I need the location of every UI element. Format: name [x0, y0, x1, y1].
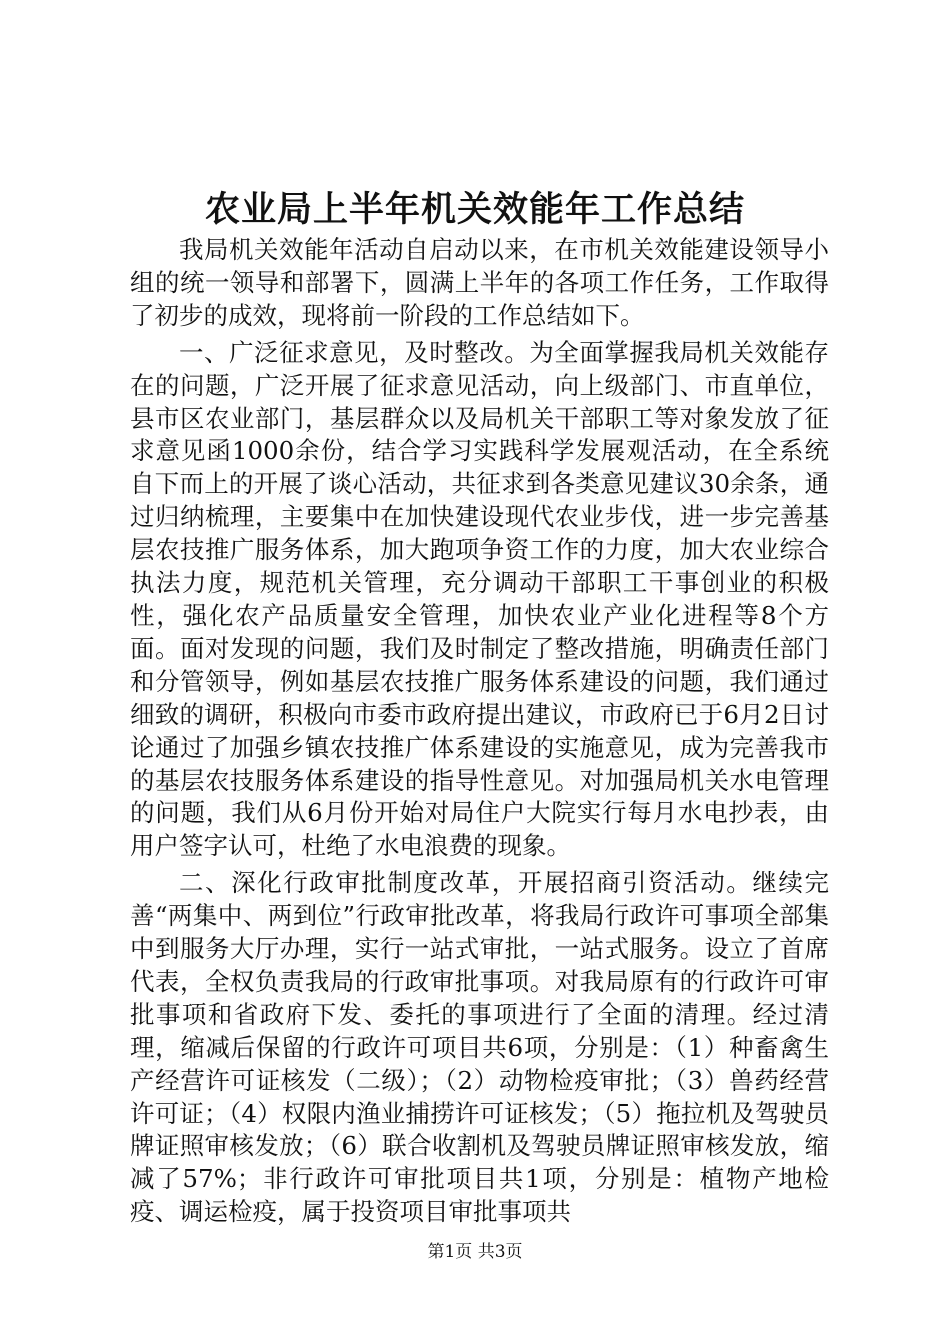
- paragraph-section-two: 二、深化行政审批制度改革，开展招商引资活动。继续完善“两集中、两到位”行政审批改革，将我局行政许可事项全部集中到服务大厅办理，实行一站式审批，一站式服务。设立了首席代表，全权负责我局的行政审批事项。对我局原有的行政许可审批事项和省政府下发、委托的事项进行了全面的清理。经过清理，缩减后保留的行政许可项目共6项，分别是：（1）种畜禽生产经营许可证核发（二级）；（2）动物检疫审批；（3）兽药经营许可证；（4）权限内渔业捕捞许可证核发；（5）拖拉机及驾驶员牌证照审核发放；（6）联合收割机及驾驶员牌证照审核发放，缩减了57%；非行政许可审批项目共1项，分别是：植物产地检疫、调运检疫，属于投资项目审批事项共: [130, 868, 829, 1227]
- paragraph-section-one: 一、广泛征求意见，及时整改。为全面掌握我局机关效能存在的问题，广泛开展了征求意见活动，向上级部门、市直单位，县市区农业部门，基层群众以及局机关干部职工等对象发放了征求意见函1000余份，结合学习实践科学发展观活动，在全系统自下而上的开展了谈心活动，共征求到各类意见建议30余条，通过归纳梳理，主要集中在加快建设现代农业步伐，进一步完善基层农技推广服务体系，加大跑项争资工作的力度，加大农业综合执法力度，规范机关管理，充分调动干部职工干事创业的积极性，强化农产品质量安全管理，加快农业产业化进程等8个方面。面对发现的问题，我们及时制定了整改措施，明确责任部门和分管领导，例如基层农技推广服务体系建设的问题，我们通过细致的调研，积极向市委市政府提出建议，市政府已于6月2日讨论通过了加强乡镇农技推广体系建设的实施意见，成为完善我市的基层农技服务体系建设的指导性意见。对加强局机关水电管理的问题，我们从6月份开始对局住户大院实行每月水电抄表，由用户签字认可，杜绝了水电浪费的现象。: [130, 337, 829, 861]
- page-footer: 第1页 共3页: [427, 1242, 523, 1262]
- document-title: 农业局上半年机关效能年工作总结: [204, 189, 745, 230]
- document-body: [130, 234, 829, 1233]
- paragraph-intro: 我局机关效能年活动自启动以来，在市机关效能建设领导小组的统一领导和部署下，圆满上半年的各项工作任务，工作取得了初步的成效，现将前一阶段的工作总结如下。: [130, 235, 829, 330]
